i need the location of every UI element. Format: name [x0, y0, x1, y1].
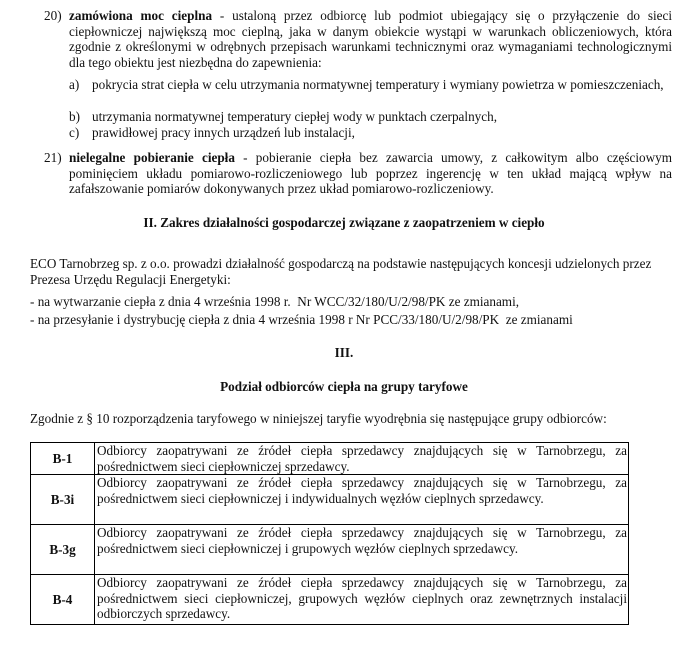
group-code: B-4 [31, 575, 95, 625]
subitem-letter: a) [69, 77, 80, 92]
group-description: Odbiorcy zaopatrywani ze źródeł ciepła sprzedawcy znajdujących się w Tarnobrzegu, za pośrednictwem sieci ciepłowniczej i grupowych węzłów cieplnych sprzedawcy. [95, 525, 629, 575]
definition-item-20 [42, 8, 672, 70]
group-code: B-3i [31, 475, 95, 525]
tariff-groups-table [30, 442, 629, 625]
definition-body [69, 150, 672, 197]
group-code: B-3g [31, 525, 95, 575]
definition-body [69, 8, 672, 70]
table-row [31, 525, 629, 575]
group-description: Odbiorcy zaopatrywani ze źródeł ciepła sprzedawcy znajdujących się w Tarnobrzegu, za pośrednictwem sieci ciepłowniczej sprzedawcy. [95, 443, 629, 475]
table-row [31, 443, 629, 475]
section-heading-2: II. Zakres działalności gospodarczej związane z zaopatrzeniem w ciepło [143, 215, 545, 230]
definition-text: - pobieranie ciepła bez zawarcia umowy, z całkowitym albo częściowym pominięciem układu pomiarowo-rozliczeniowego lub poprzez ingerencję w ten układ mającą wpływ na zafałszowanie pomiarów dokonywanych przez układ pomiarowo-rozliczeniowy. [69, 150, 673, 197]
item-number: 20) [44, 8, 62, 23]
subitem-text: prawidłowej pracy innych urządzeń lub instalacji, [92, 125, 355, 140]
group-description: Odbiorcy zaopatrywani ze źródeł ciepła sprzedawcy znajdujących się w Tarnobrzegu, za pośrednictwem sieci ciepłowniczej, grupowych węzłów cieplnych oraz zewnętrznych instalacji odbiorczych sprzedawcy. [95, 575, 629, 625]
subitem-text: utrzymania normatywnej temperatury ciepłej wody w punktach czerpalnych, [92, 109, 497, 124]
section-heading-3: Podział odbiorców ciepła na grupy taryfowe [220, 379, 468, 394]
subitem-letter: c) [69, 125, 80, 140]
subitem-b [69, 109, 672, 125]
table-row [31, 475, 629, 525]
concession-line-2: - na przesyłanie i dystrybucję ciepła z dnia 4 września 1998 r Nr PCC/33/180/U/2/98/PK ze zmianami [30, 312, 573, 327]
subitem-letter: b) [69, 109, 80, 124]
definition-text: - ustaloną przez odbiorcę lub podmiot ubiegający się o przyłączenie do sieci ciepłowniczej największą moc cieplną, jaka w danym obiekcie wystąpi w warunkach obliczeniowych, która zgodnie z określonymi w odrębnych przepisach warunkami technicznymi oraz wymaganiami technologicznymi dla tego obiektu jest niezbędna do zapewnienia: [69, 8, 672, 70]
group-code: B-1 [31, 443, 95, 475]
groups-intro: Zgodnie z § 10 rozporządzenia taryfowego w niniejszej taryfie wyodrębnia się następujące grupy odbiorców: [30, 411, 607, 426]
defined-term: nielegalne pobieranie ciepła [69, 150, 235, 165]
subitem-a [69, 77, 672, 93]
concession-line-1: - na wytwarzanie ciepła z dnia 4 września 1998 r. Nr WCC/32/180/U/2/98/PK ze zmianami, [30, 294, 520, 309]
table-row [31, 575, 629, 625]
group-description: Odbiorcy zaopatrywani ze źródeł ciepła sprzedawcy znajdujących się w Tarnobrzegu, za pośrednictwem sieci ciepłowniczej i indywidualnych węzłów cieplnych sprzedawcy. [95, 475, 629, 525]
subitem-text: pokrycia strat ciepła w celu utrzymania normatywnej temperatury i wymiany powietrza w pomieszczeniach, [92, 77, 664, 92]
section-numeral-3: III. [334, 345, 354, 360]
item-number: 21) [44, 150, 62, 165]
subitem-c [69, 125, 672, 141]
definition-item-21 [42, 150, 672, 197]
concessions-intro: ECO Tarnobrzeg sp. z o.o. prowadzi działalność gospodarczą na podstawie następujących koncesji udzielonych przez Prezesa Urzędu Regulacji Energetyki: [30, 256, 652, 287]
defined-term: zamówiona moc cieplna [69, 8, 213, 23]
